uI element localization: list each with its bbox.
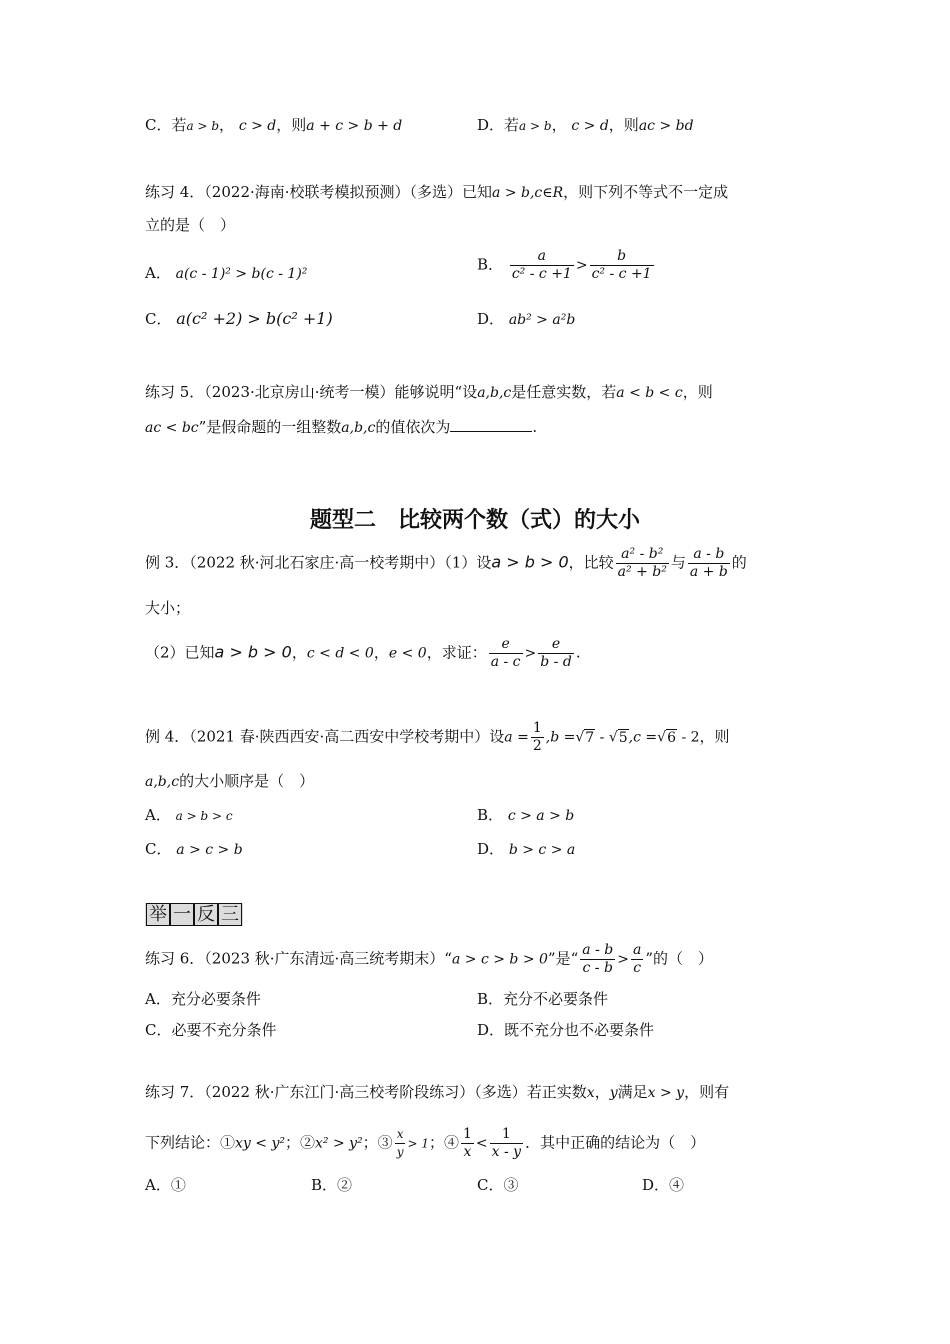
- ex4-b-fraction-right: $\frac{b}{\text{c² - c +1}}$: [591, 248, 652, 282]
- option-c[interactable]: C．若a > b， c > d，则a + c > b + d: [145, 116, 403, 134]
- ex4-b-fraction-left: $\frac{a}{\text{c² - c +1}}$: [511, 248, 572, 282]
- sqrt-5: √5: [608, 729, 628, 746]
- example-4-stem: 例 4．（2021 春·陕西西安·高二西安中学校考期中）设a = $\frac{1}{2}$ ,b =√7 - √5,c =√6 - 2，则: [145, 720, 730, 754]
- exercise-6-options-ab: [145, 988, 810, 1014]
- ex6-option-a[interactable]: A．充分必要条件: [145, 990, 261, 1008]
- ex7-fraction-1-over-x: $\frac{1}{x}$: [463, 1126, 472, 1160]
- eg4-option-d[interactable]: D． b > c > a: [477, 840, 576, 858]
- exercise-5-stem: 练习 5．（2023·北京房山·统考一模）能够说明“设a,b,c是任意实数，若a < b < c，则: [145, 383, 713, 401]
- ex4-option-a[interactable]: A． a(c - 1)² > b(c - 1)²: [145, 264, 308, 282]
- example-4-stem-line2: a,b,c的大小顺序是（ ）: [145, 772, 315, 790]
- example-4-options-ab: [145, 804, 810, 830]
- exercise-7-conclusions: 下列结论：①xy < y²；②x² > y²；③ $\frac{x}{y}$ > 1；④ $\frac{1}{x}$ < $\frac{1}{x - y}$ ．其中正确的结论为（ ）: [145, 1126, 706, 1160]
- sqrt-7: √7: [575, 729, 595, 746]
- eg4-option-c[interactable]: C． a > c > b: [145, 840, 243, 858]
- top-options-row: [145, 114, 810, 140]
- eg4-option-b[interactable]: B． c > a > b: [477, 806, 575, 824]
- answer-blank[interactable]: [450, 417, 532, 432]
- ex6-option-b[interactable]: B．充分不必要条件: [477, 990, 609, 1008]
- example-3-stem-line2: 大小；: [145, 599, 191, 617]
- eg3-fraction-2: $\frac{a - b}{a + b}$: [689, 546, 728, 580]
- option-d[interactable]: D．若a > b， c > d，则ac > bd: [477, 116, 694, 134]
- ex6-fraction-1: $\frac{a - b}{c - b}$: [582, 942, 614, 976]
- exercise-4-stem: 练习 4．（2022·海南·校联考模拟预测）（多选）已知a > b,c∈R，则下列不等式不一定成: [145, 183, 729, 201]
- ex7-fraction-1-over-x-minus-y: $\frac{1}{x - y}$: [491, 1126, 522, 1160]
- exercise-6-options-cd: [145, 1019, 810, 1045]
- ex7-fraction-x-over-y: $\frac{x}{y}$: [396, 1127, 404, 1159]
- exercise-7-stem: 练习 7．（2022 秋·广东江门·高三校考阶段练习）（多选）若正实数x，y满足x > y，则有: [145, 1083, 730, 1101]
- ex4-option-d[interactable]: D． ab² > a²b: [477, 310, 576, 328]
- section-title: 题型二 比较两个数（式）的大小: [309, 508, 640, 533]
- ex7-option-c[interactable]: C．③: [477, 1176, 519, 1194]
- eg3-fraction-1: $\frac{\text{a² - b²}}{\text{a² + b²}}$: [617, 546, 667, 580]
- exercise-6-stem: 练习 6．（2023 秋·广东清远·高三统考期末）“a > c > b > 0”是“ $\frac{a - b}{c - b}$ > $\frac{a}{c}$ ”的（ ）: [145, 942, 713, 976]
- ex6-fraction-2: $\frac{a}{c}$: [632, 942, 642, 976]
- exercise-5-stem-line2: ac < bc”是假命题的一组整数a,b,c的值依次为 .: [145, 418, 538, 436]
- ex7-option-a[interactable]: A．①: [145, 1176, 186, 1194]
- example-4-options-cd: [145, 838, 810, 864]
- ex6-option-c[interactable]: C．必要不充分条件: [145, 1021, 277, 1039]
- exercise-4-options-ab: [145, 248, 810, 288]
- example-3-part2: （2）已知a > b > 0，c < d < 0，e < 0，求证： $\frac{e}{a - c}$ > $\frac{e}{b - d}$ .: [145, 636, 581, 670]
- exercise-7-options: [145, 1174, 810, 1200]
- ex4-option-b[interactable]: B． $\frac{a}{\text{c² - c +1}}$ > $\frac{b}{\text{c² - c +1}}$: [477, 248, 652, 282]
- practice-tag: 举 一 反 三: [145, 903, 243, 926]
- sqrt-6: √6: [657, 729, 676, 746]
- example-3-stem: 例 3．（2022 秋·河北石家庄·高一校考期中）（1）设a > b > 0，比较 $\frac{\text{a² - b²}}{\text{a² + b²}}$ 与 $\frac{a - b}{a + b}$ 的: [145, 546, 747, 580]
- eg4-half-fraction: $\frac{1}{2}$: [532, 720, 542, 754]
- eg3-p2-fraction-2: $\frac{e}{b - d}$: [540, 636, 572, 670]
- ex7-option-d[interactable]: D．④: [642, 1176, 685, 1194]
- ex7-option-b[interactable]: B．②: [311, 1176, 353, 1194]
- exercise-4-options-cd: [145, 308, 810, 334]
- eg4-option-a[interactable]: A． a > b > c: [145, 806, 233, 824]
- ex4-option-c[interactable]: C． a(c² +2) > b(c² +1): [145, 309, 333, 328]
- exercise-4-stem-line2: 立的是（ ）: [145, 216, 236, 234]
- ex6-option-d[interactable]: D．既不充分也不必要条件: [477, 1021, 655, 1039]
- eg3-p2-fraction-1: $\frac{e}{a - c}$: [490, 636, 521, 670]
